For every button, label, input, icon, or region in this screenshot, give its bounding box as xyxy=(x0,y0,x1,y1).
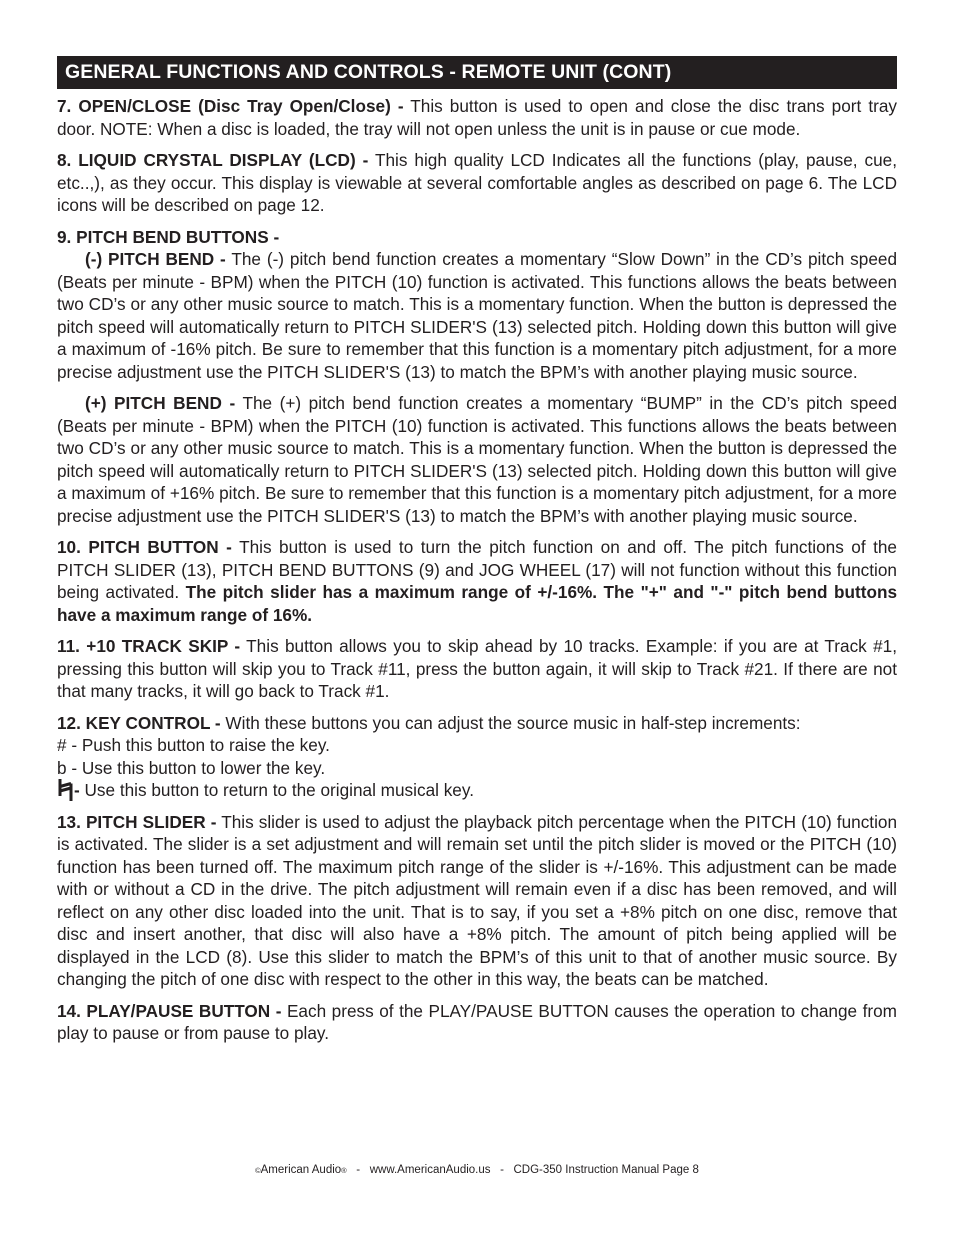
item-lcd xyxy=(57,149,897,217)
item-text: This slider is used to adjust the playback pitch percentage when the PITCH (10) function is activated. The slider is a set adjustment and will remain set until the pitch slider is moved or the PITCH (10) function has been turned off. The maximum pitch range of the slider is +/-16%. This adjustment can be made with or without a CD in the drive. The pitch adjustment will remain even if a disc has been removed, and will reflect on any other disc loaded into the unit. That is to say, if you set a +8% pitch on one disc, remove that disc and insert another, that disc will also have a +8% pitch. The amount of pitch being applied will be displayed in the LCD (8). Use this slider to match the BPM’s of this unit to that of another music source. By changing the pitch of one disc with respect to the other in this way, the beats can be matched. xyxy=(57,811,898,989)
item-heading: 11. +10 TRACK SKIP - xyxy=(57,636,241,656)
sharp-key-line: # - Push this button to raise the key. xyxy=(57,735,330,755)
natural-sign-icon xyxy=(57,779,74,801)
item-bold-note: The pitch slider has a maximum range of +/-16%. The "+" and "-" pitch bend buttons have a maximum range of 16%. xyxy=(57,582,897,625)
item-track-skip xyxy=(57,635,897,703)
item-minus-pitch-bend xyxy=(57,248,897,383)
copyright-mark: © xyxy=(255,1166,261,1175)
item-key-control xyxy=(57,712,897,802)
flat-key-line: b - Use this button to lower the key. xyxy=(57,757,326,778)
item-plus-pitch-bend xyxy=(57,392,897,527)
page-footer xyxy=(0,1164,954,1176)
item-open-close xyxy=(57,95,897,140)
section-title: GENERAL FUNCTIONS AND CONTROLS - REMOTE UNIT (CONT) xyxy=(65,61,672,83)
manual-content xyxy=(57,95,897,1054)
item-pitch-button xyxy=(57,536,897,626)
item-text: This high quality LCD Indicates all the functions (play, pause, cue, etc..,), as they occur. This display is viewable at several comfortable angles as described on page 6. The LCD icons will be described on page 12. xyxy=(57,150,897,215)
item-text: This button is used to turn the pitch function on and off. The pitch functions of the PITCH SLIDER (13), PITCH BEND BUTTONS (9) and JOG WHEEL (17) will not function without this function being activated. xyxy=(57,537,897,602)
item-text: The (+) pitch bend function creates a momentary “BUMP” in the CD’s pitch speed (Beats per minute - BPM) when the PITCH (10) function is activated. This functions allows the beats between two CD’s or any other music source to match. This is a momentary function. When the button is depressed the pitch speed will automatically return to PITCH SLIDER'S (13) selected pitch. Holding down this button will give a maximum of +16% pitch. Be sure to remember that this function is a momentary pitch adjustment, for a more precise adjustment use the PITCH SLIDER'S (13) to match the BPM’s with another playing music source. xyxy=(57,393,898,526)
item-heading: 12. KEY CONTROL - xyxy=(57,712,221,733)
natural-key-line xyxy=(57,779,897,802)
item-heading: 14. PLAY/PAUSE BUTTON - xyxy=(57,1000,282,1021)
item-heading: 9. PITCH BEND BUTTONS - xyxy=(57,226,280,247)
natural-key-text: Use this button to return to the original musical key. xyxy=(79,780,474,800)
sub-heading: (+) PITCH BEND - xyxy=(85,393,236,413)
section-header-bar xyxy=(57,56,897,89)
item-text: This button allows you to skip ahead by 10 tracks. Example: if you are at Track #1, pressing this button will skip you to Track #11, press the button again, it will skip to Track #21. If there are not that many tracks, it will go back to Track #1. xyxy=(57,636,897,701)
sub-heading: (-) PITCH BEND - xyxy=(85,249,226,269)
natural-dash: - xyxy=(74,780,80,800)
item-heading: 10. PITCH BUTTON - xyxy=(57,537,232,557)
item-pitch-slider xyxy=(57,811,897,991)
footer-brand: American Audio xyxy=(260,1164,342,1176)
footer-info: - www.AmericanAudio.us - CDG-350 Instruction Manual Page 8 xyxy=(346,1164,699,1176)
item-heading: 7. OPEN/CLOSE (Disc Tray Open/Close) - xyxy=(57,96,404,116)
item-pitch-bend-heading xyxy=(57,226,897,249)
item-heading: 8. LIQUID CRYSTAL DISPLAY (LCD) - xyxy=(57,150,369,170)
item-text: With these buttons you can adjust the source music in half-step increments: xyxy=(220,712,801,733)
item-text: Each press of the PLAY/PAUSE BUTTON causes the operation to change from play to pause or from pause to play. xyxy=(57,1000,898,1043)
item-text: The (-) pitch bend function creates a momentary “Slow Down” in the CD’s pitch speed (Beats per minute - BPM) when the PITCH (10) function is activated. This functions allows the beats between two CD’s or any other music source to match. This is a momentary function. When the button is depressed the pitch speed will automatically return to PITCH SLIDER'S (13) selected pitch. Holding down this button will give a maximum of -16% pitch. Be sure to remember that this function is a momentary pitch adjustment, for a more precise adjustment use the PITCH SLIDER'S (13) to match the BPM’s with another playing music source. xyxy=(57,249,898,382)
item-text: This button is used to open and close the disc trans port tray door. NOTE: When a disc is loaded, the tray will not open unless the unit is in pause or cue mode. xyxy=(57,96,897,139)
registered-mark: ® xyxy=(341,1166,347,1175)
item-play-pause xyxy=(57,1000,897,1045)
item-heading: 13. PITCH SLIDER - xyxy=(57,811,217,832)
